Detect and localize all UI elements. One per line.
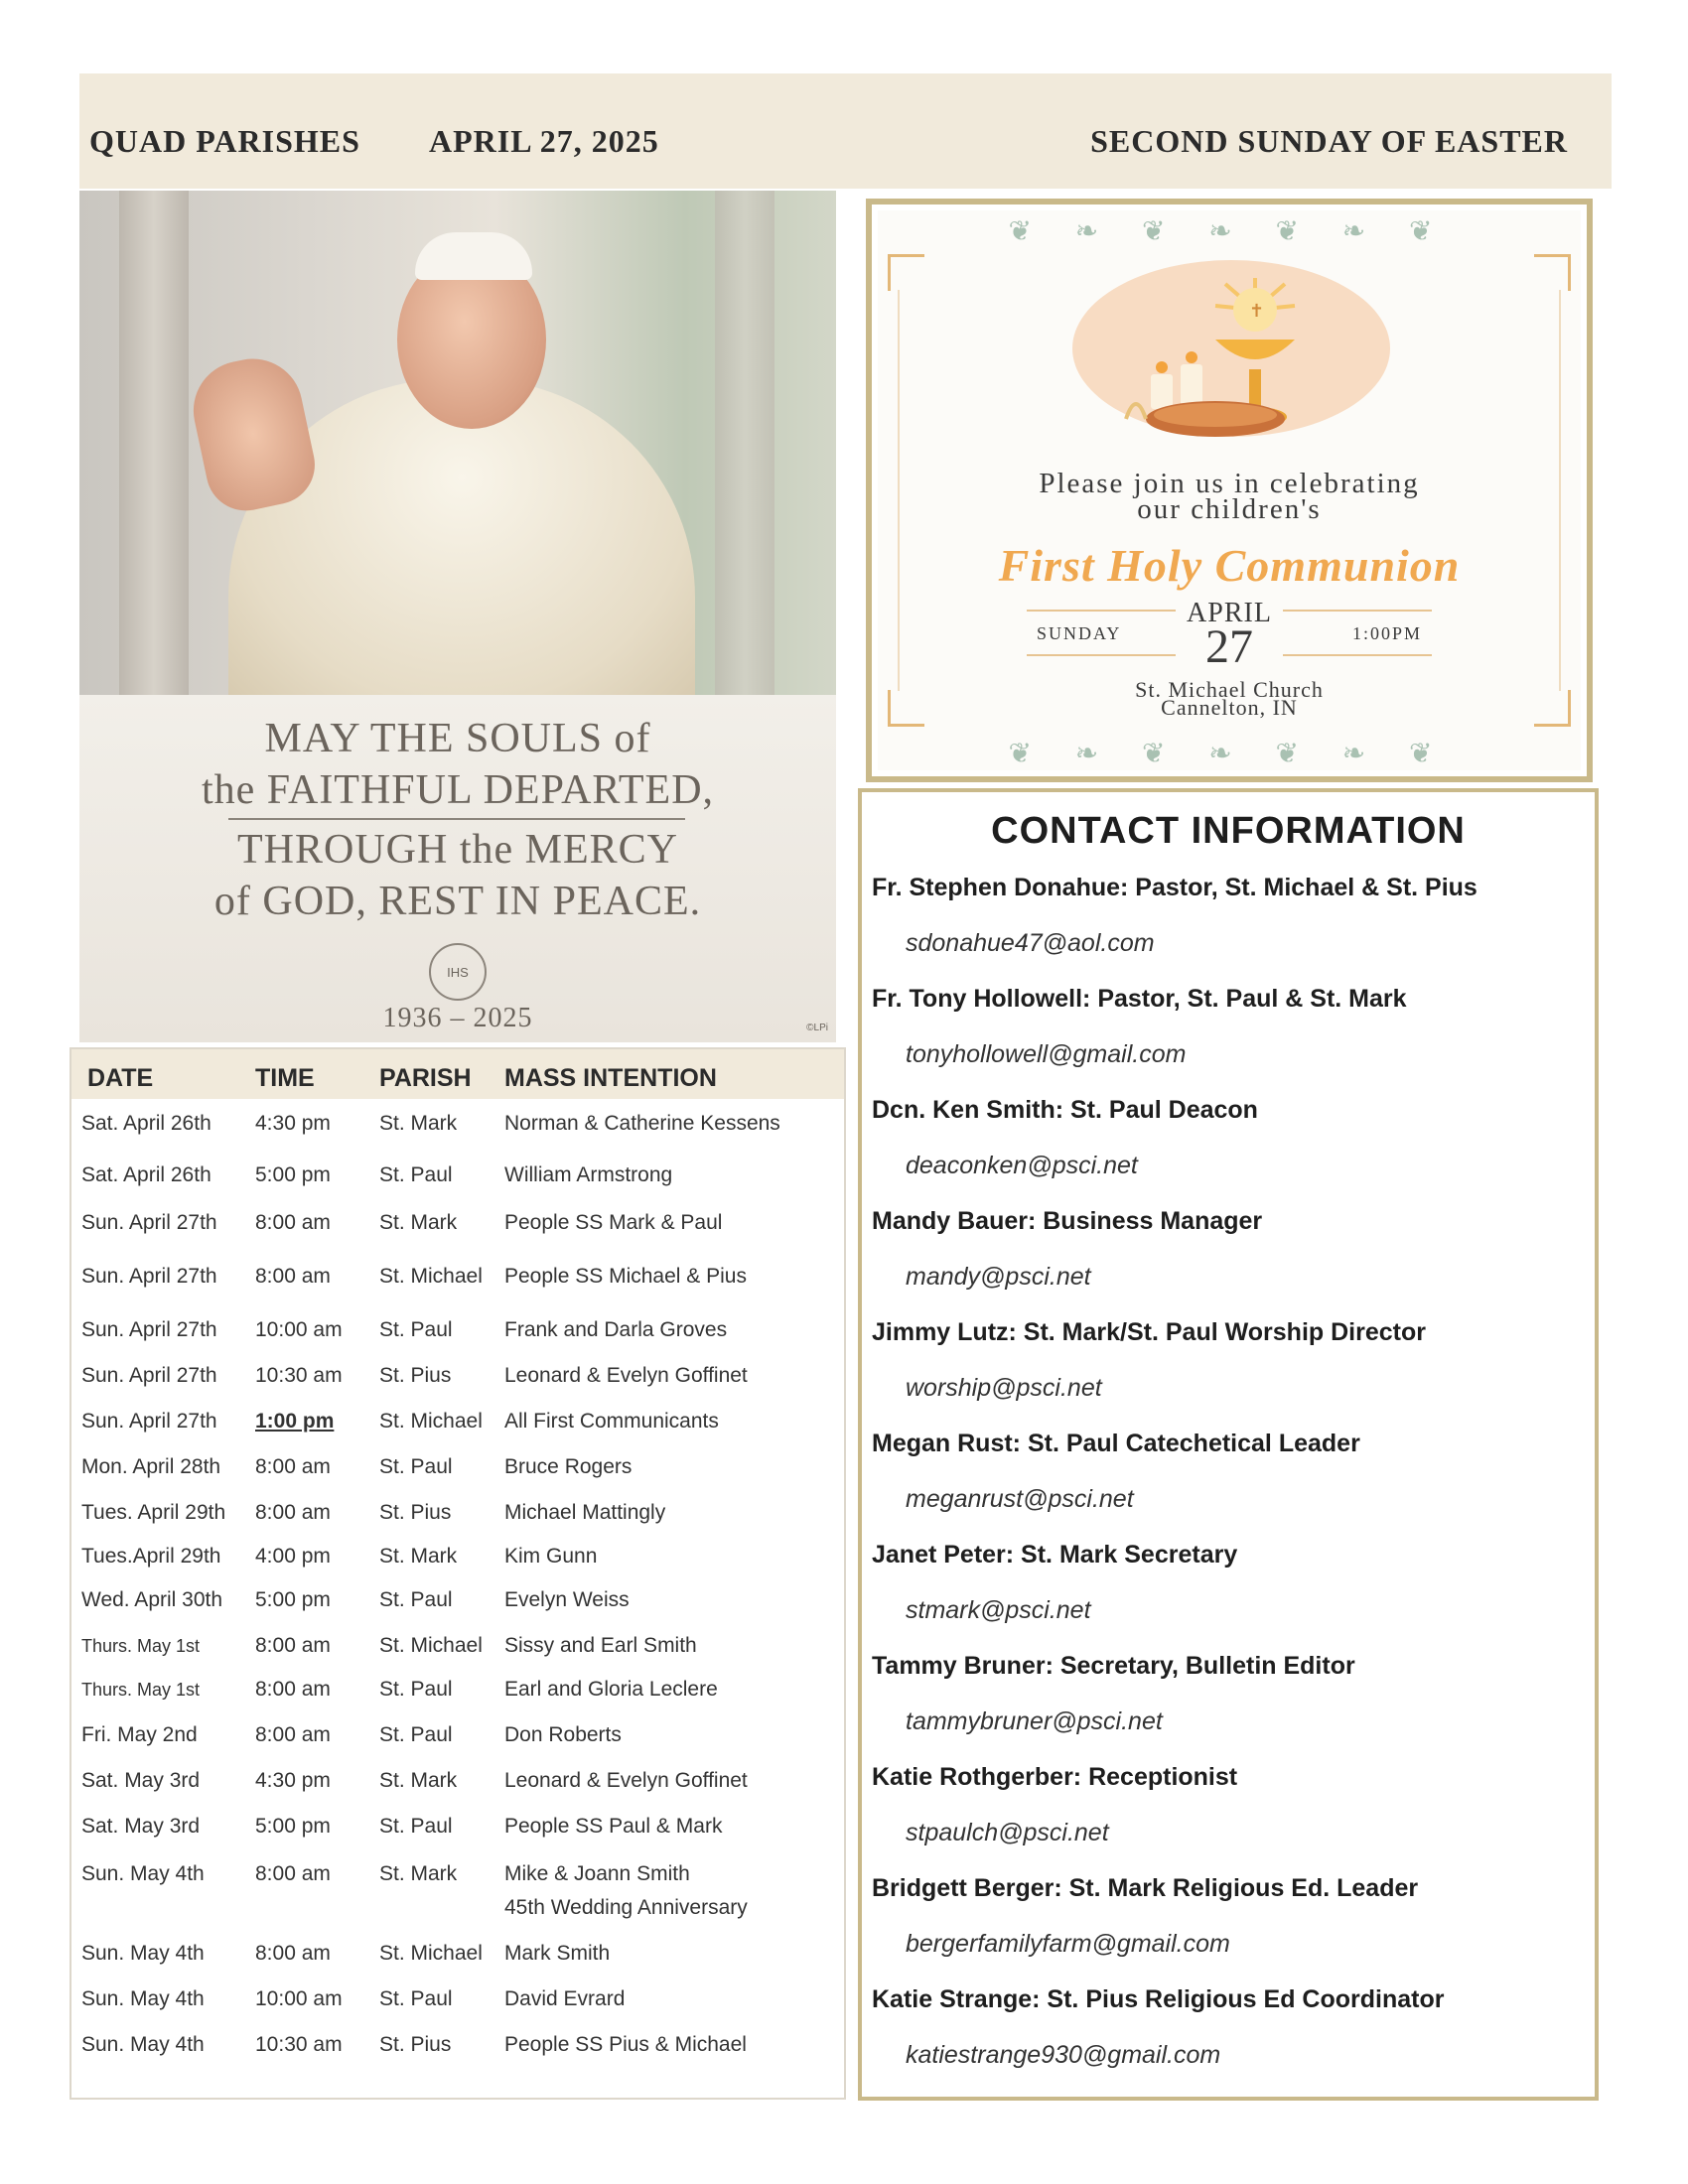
parish-cell: St. Paul	[379, 1678, 453, 1701]
communion-invitation	[866, 199, 1593, 782]
flame-icon	[1156, 361, 1168, 373]
invitation-intro	[878, 468, 1581, 525]
intention-cell: All First Communicants	[504, 1410, 719, 1433]
chalice-stem	[1249, 369, 1261, 409]
ihs-seal-icon: IHS	[429, 943, 487, 1001]
invitation-intro-line: Please join us in celebrating	[1039, 468, 1420, 499]
parish-cell: St. Paul	[379, 1455, 453, 1478]
parish-cell: St. Paul	[379, 1987, 453, 2010]
intention-cell: Don Roberts	[504, 1723, 622, 1746]
contact-role: Katie Strange: St. Pius Religious Ed Coordinator	[872, 1985, 1445, 2013]
parish-cell: St. Mark	[379, 1112, 458, 1135]
date-cell: Tues. April 29th	[81, 1501, 226, 1524]
contact-email-link[interactable]: stpaulch@psci.net	[906, 1819, 1109, 1846]
parish-cell: St. Michael	[379, 1265, 483, 1288]
invitation-day: 27	[1205, 620, 1253, 673]
intention-cell: Mark Smith	[504, 1942, 611, 1965]
date-cell: Sat. April 26th	[81, 1112, 211, 1135]
contact-role: Megan Rust: St. Paul Catechetical Leader	[872, 1430, 1360, 1457]
time-cell: 10:30 am	[255, 2033, 343, 2056]
date-cell: Sat. May 3rd	[81, 1815, 201, 1838]
contact-email-link[interactable]: sdonahue47@aol.com	[906, 929, 1155, 957]
chalice-and-bread-icon	[1066, 270, 1404, 449]
time-cell: 8:00 am	[255, 1723, 331, 1746]
parish-cell: St. Michael	[379, 1634, 483, 1657]
time-cell: 10:30 am	[255, 1364, 343, 1387]
date-cell: Fri. May 2nd	[81, 1723, 198, 1746]
contact-information	[858, 788, 1599, 2101]
liturgical-occasion: SECOND SUNDAY OF EASTER	[1090, 123, 1568, 159]
time-cell: 4:30 pm	[255, 1769, 331, 1792]
date-cell: Sun. April 27th	[81, 1211, 217, 1234]
parish-cell: St. Mark	[379, 1862, 458, 1885]
bread-crust	[1154, 403, 1277, 427]
parish-cell: St. Michael	[379, 1410, 483, 1433]
invitation-card	[878, 210, 1581, 770]
contact-role: Katie Rothgerber: Receptionist	[872, 1763, 1238, 1791]
time-cell: 5:00 pm	[255, 1815, 331, 1838]
mass-schedule-table	[70, 1047, 846, 2100]
contact-role: Fr. Stephen Donahue: Pastor, St. Michael & St. Pius	[872, 874, 1477, 901]
photo-column	[119, 191, 189, 695]
svg-text:✝: ✝	[1249, 301, 1265, 321]
location-line: Cannelton, IN	[1161, 695, 1298, 720]
contact-email-link[interactable]: tonyhollowell@gmail.com	[906, 1040, 1187, 1068]
parish-cell: St. Mark	[379, 1211, 458, 1234]
parish-cell: St. Paul	[379, 1815, 453, 1838]
intention-cell: Leonard & Evelyn Goffinet	[504, 1364, 748, 1387]
table-header	[71, 1049, 844, 1099]
contact-email-link[interactable]: mandy@psci.net	[906, 1263, 1091, 1291]
time-cell: 8:00 am	[255, 1942, 331, 1965]
candle-icon	[1151, 374, 1173, 409]
column-header-parish: PARISH	[379, 1064, 472, 1092]
photo-column	[715, 191, 774, 695]
corner-ornament-icon	[1534, 254, 1571, 291]
memorial-text	[79, 695, 836, 1042]
contact-role: Janet Peter: St. Mark Secretary	[872, 1541, 1238, 1569]
parish-cell: St. Michael	[379, 1942, 483, 1965]
parish-cell: St. Paul	[379, 1163, 453, 1186]
intention-cell: People SS Pius & Michael	[504, 2033, 747, 2056]
time-cell: 1:00 pm	[255, 1410, 335, 1433]
invitation-weekday: SUNDAY	[1037, 623, 1122, 643]
time-cell: 10:00 am	[255, 1987, 343, 2010]
corner-ornament-icon	[888, 254, 924, 291]
intention-cell: People SS Mark & Paul	[504, 1211, 723, 1234]
parish-cell: St. Pius	[379, 2033, 452, 2056]
leaf-border-icon: ❦ ❧ ❦ ❧ ❦ ❧ ❦	[1008, 738, 1451, 768]
time-cell: 8:00 am	[255, 1211, 331, 1234]
intention-cell: Earl and Gloria Leclere	[504, 1678, 718, 1701]
intention-cell: People SS Michael & Pius	[504, 1265, 747, 1288]
chalice-cup	[1215, 340, 1295, 359]
time-cell: 10:00 am	[255, 1318, 343, 1341]
location-line: St. Michael Church	[1135, 677, 1324, 702]
column-header-date: DATE	[87, 1064, 154, 1092]
wheat-icon	[1126, 404, 1146, 419]
date-cell: Thurs. May 1st	[81, 1680, 201, 1700]
contact-role: Fr. Tony Hollowell: Pastor, St. Paul & St. Mark	[872, 985, 1407, 1013]
intention-cell: Evelyn Weiss	[504, 1588, 630, 1611]
intention-cell: Norman & Catherine Kessens	[504, 1112, 780, 1135]
invitation-month: APRIL	[1187, 598, 1272, 628]
parish-cell: St. Paul	[379, 1723, 453, 1746]
date-cell: Sun. April 27th	[81, 1364, 217, 1387]
contact-email-link[interactable]: worship@psci.net	[906, 1374, 1102, 1402]
time-cell: 5:00 pm	[255, 1163, 331, 1186]
intention-cell: David Evrard	[504, 1987, 626, 2010]
parish-cell: St. Paul	[379, 1318, 453, 1341]
date-cell: Sun. May 4th	[81, 1987, 205, 2010]
parish-name: QUAD PARISHES	[89, 123, 360, 159]
intention-cell-line2: 45th Wedding Anniversary	[504, 1896, 748, 1919]
intention-cell: People SS Paul & Mark	[504, 1815, 723, 1838]
date-cell: Sun. May 4th	[81, 2033, 205, 2056]
intention-cell: William Armstrong	[504, 1163, 673, 1186]
memorial-card	[79, 191, 836, 1042]
memorial-divider	[228, 818, 685, 820]
date-cell: Sat. May 3rd	[81, 1769, 201, 1792]
date-cell: Sun. April 27th	[81, 1318, 217, 1341]
leaf-border-icon: ❦ ❧ ❦ ❧ ❦ ❧ ❦	[1008, 215, 1451, 246]
date-cell: Mon. April 28th	[81, 1455, 221, 1478]
parish-cell: St. Mark	[379, 1545, 458, 1568]
bulletin-date: APRIL 27, 2025	[429, 123, 659, 159]
date-cell: Sun. April 27th	[81, 1265, 217, 1288]
contact-role: Tammy Bruner: Secretary, Bulletin Editor	[872, 1652, 1355, 1680]
memorial-line: THROUGH the MERCY	[237, 827, 678, 873]
invitation-time: 1:00PM	[1351, 623, 1422, 643]
column-header-time: TIME	[255, 1064, 315, 1092]
column-header-intention: MASS INTENTION	[504, 1064, 717, 1092]
contact-role: Bridgett Berger: St. Mark Religious Ed. Leader	[872, 1874, 1419, 1902]
contact-role: Jimmy Lutz: St. Mark/St. Paul Worship Director	[872, 1318, 1426, 1346]
intention-cell: Mike & Joann Smith	[504, 1862, 690, 1885]
contact-email-link[interactable]: tammybruner@psci.net	[906, 1707, 1163, 1735]
copyright-mark: ©LPi	[806, 1023, 828, 1033]
waving-hand	[185, 349, 323, 518]
bulletin-header	[79, 73, 1612, 189]
time-cell: 8:00 am	[255, 1455, 331, 1478]
contact-email-link[interactable]: stmark@psci.net	[906, 1596, 1091, 1624]
date-cell: Wed. April 30th	[81, 1588, 223, 1611]
contact-email-link[interactable]: deaconken@psci.net	[906, 1152, 1138, 1179]
memorial-line: the FAITHFUL DEPARTED,	[201, 767, 715, 813]
time-cell: 8:00 am	[255, 1634, 331, 1657]
date-cell: Sun. May 4th	[81, 1862, 205, 1885]
intention-cell: Leonard & Evelyn Goffinet	[504, 1769, 748, 1792]
intention-cell: Sissy and Earl Smith	[504, 1634, 697, 1657]
date-cell: Tues.April 29th	[81, 1545, 221, 1568]
contact-email-link[interactable]: bergerfamilyfarm@gmail.com	[906, 1930, 1230, 1958]
parish-cell: St. Pius	[379, 1501, 452, 1524]
intention-cell: Bruce Rogers	[504, 1455, 633, 1478]
time-cell: 5:00 pm	[255, 1588, 331, 1611]
time-cell: 8:00 am	[255, 1678, 331, 1701]
time-cell: 8:00 am	[255, 1501, 331, 1524]
parish-cell: St. Paul	[379, 1588, 453, 1611]
pope-photo	[79, 191, 836, 695]
contact-role: Mandy Bauer: Business Manager	[872, 1207, 1263, 1235]
memorial-line: MAY THE SOULS of	[264, 716, 651, 761]
contact-role: Dcn. Ken Smith: St. Paul Deacon	[872, 1096, 1258, 1124]
date-cell: Thurs. May 1st	[81, 1636, 201, 1656]
time-cell: 8:00 am	[255, 1265, 331, 1288]
intention-cell: Kim Gunn	[504, 1545, 598, 1568]
date-cell: Sat. April 26th	[81, 1163, 211, 1186]
contact-email-link[interactable]: meganrust@psci.net	[906, 1485, 1134, 1513]
invitation-title: First Holy Communion	[998, 540, 1461, 591]
flame-icon	[1186, 351, 1197, 363]
zucchetto	[415, 232, 532, 280]
time-cell: 8:00 am	[255, 1862, 331, 1885]
contact-title: CONTACT INFORMATION	[991, 810, 1466, 852]
time-cell: 4:00 pm	[255, 1545, 331, 1568]
memorial-line: of GOD, REST IN PEACE.	[213, 879, 702, 924]
contact-email-link[interactable]: katiestrange930@gmail.com	[906, 2041, 1221, 2069]
parish-cell: St. Mark	[379, 1769, 458, 1792]
time-cell: 4:30 pm	[255, 1112, 331, 1135]
memorial-years: 1936 – 2025	[382, 1003, 533, 1033]
invitation-intro-line: our children's	[1137, 493, 1322, 525]
date-cell: Sun. May 4th	[81, 1942, 205, 1965]
intention-cell: Frank and Darla Groves	[504, 1318, 728, 1341]
date-cell: Sun. April 27th	[81, 1410, 217, 1433]
invitation-location	[878, 677, 1581, 720]
intention-cell: Michael Mattingly	[504, 1501, 666, 1524]
parish-cell: St. Pius	[379, 1364, 452, 1387]
